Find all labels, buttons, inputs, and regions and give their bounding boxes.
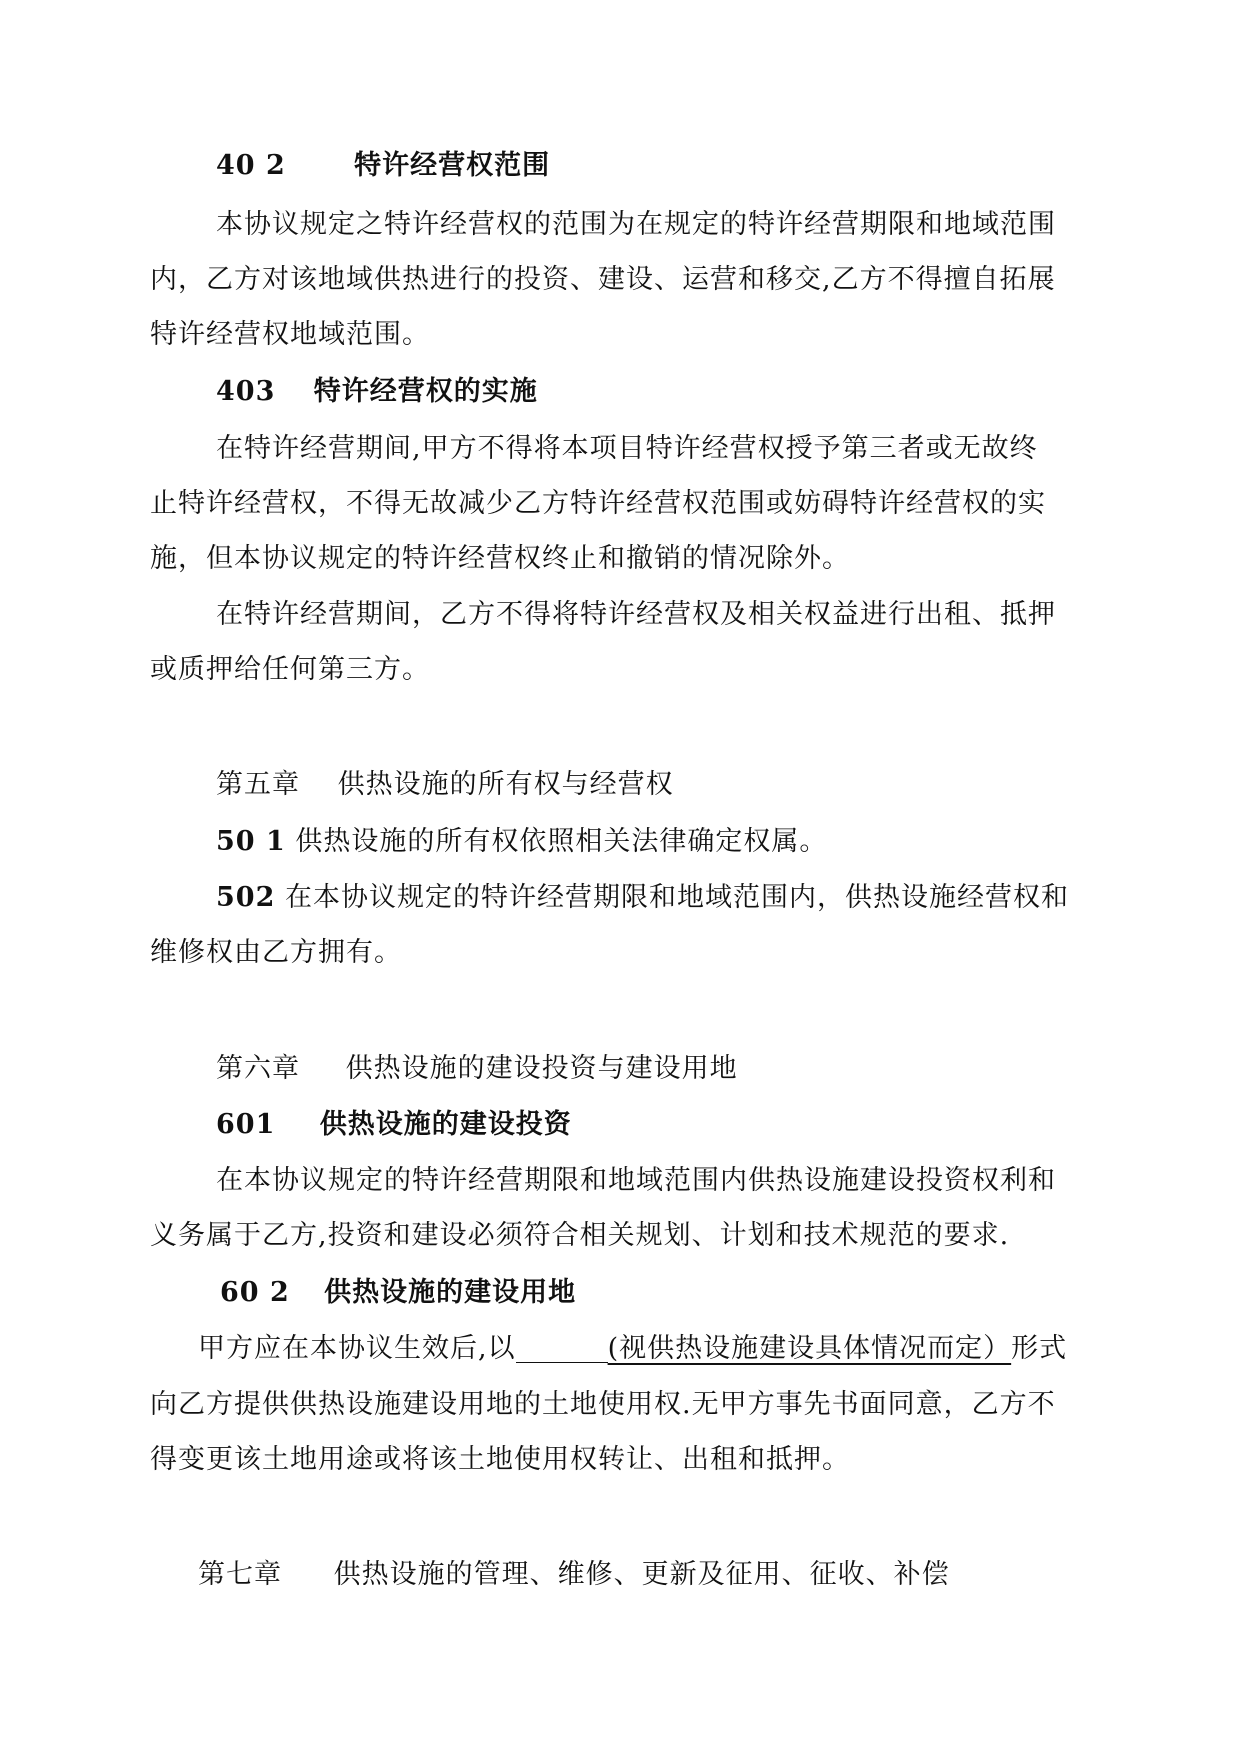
fill-in-blank-text: (视供热设施建设具体情况而定） [607, 1333, 1012, 1364]
paragraph-text: 形式 [1011, 1333, 1068, 1364]
chapter-title: 供热设施的管理、维修、更新及征用、征收、补偿 [333, 1559, 950, 1590]
section-number: 40 2 [216, 150, 286, 181]
paragraph-text: 甲方应在本协议生效后,以 [198, 1333, 516, 1364]
section-402-heading [216, 146, 550, 186]
chapter-number: 第七章 [198, 1559, 282, 1590]
section-602-first-line [198, 1329, 1067, 1369]
chapter-number: 第五章 [216, 769, 300, 800]
fill-in-blank-line [516, 1336, 608, 1363]
paragraph-line: 或质押给任何第三方。 [150, 654, 430, 685]
paragraph-line: 止特许经营权，不得无故减少乙方特许经营权范围或妨碍特许经营权的实 [150, 488, 1046, 519]
chapter-number: 第六章 [216, 1053, 300, 1084]
section-number: 502 [216, 882, 276, 913]
section-601-heading [216, 1105, 572, 1145]
chapter-6-heading [216, 1049, 738, 1089]
paragraph-line: 本协议规定之特许经营权的范围为在规定的特许经营期限和地域范围 [216, 209, 1056, 240]
chapter-title: 供热设施的建设投资与建设用地 [345, 1053, 738, 1084]
section-number: 601 [216, 1109, 276, 1140]
paragraph-line: 特许经营权地域范围。 [150, 319, 430, 350]
paragraph-line: 在特许经营期间，乙方不得将特许经营权及相关权益进行出租、抵押 [216, 599, 1056, 630]
chapter-title: 供热设施的所有权与经营权 [337, 769, 674, 800]
section-title: 特许经营权范围 [354, 150, 551, 181]
paragraph-line: 在本协议规定的特许经营期限和地域范围内供热设施建设投资权利和 [216, 1165, 1056, 1196]
paragraph-line: 在特许经营期间,甲方不得将本项目特许经营权授予第三者或无故终 [216, 433, 1038, 464]
paragraph-line: 得变更该土地用途或将该土地使用权转让、出租和抵押。 [150, 1444, 850, 1475]
chapter-7-heading [198, 1555, 950, 1595]
paragraph-line: 内，乙方对该地域供热进行的投资、建设、运营和移交,乙方不得擅自拓展 [150, 264, 1056, 295]
section-403-heading [216, 372, 538, 412]
paragraph-line: 施，但本协议规定的特许经营权终止和撤销的情况除外。 [150, 543, 850, 574]
paragraph-line: 维修权由乙方拥有。 [150, 937, 402, 968]
section-title: 特许经营权的实施 [313, 376, 538, 407]
section-text: 在本协议规定的特许经营期限和地域范围内，供热设施经营权和 [284, 882, 1069, 913]
paragraph-line: 义务属于乙方,投资和建设必须符合相关规划、计划和技术规范的要求. [150, 1220, 1010, 1251]
section-title: 供热设施的建设投资 [319, 1109, 572, 1140]
section-number: 60 2 [220, 1277, 290, 1308]
section-602-heading [220, 1273, 576, 1313]
section-text: 供热设施的所有权依照相关法律确定权属。 [295, 826, 828, 857]
chapter-5-heading [216, 765, 674, 805]
paragraph-line: 向乙方提供供热设施建设用地的土地使用权.无甲方事先书面同意，乙方不 [150, 1389, 1056, 1420]
section-number: 50 1 [216, 826, 286, 857]
section-501 [216, 822, 827, 862]
section-number: 403 [216, 376, 276, 407]
section-title: 供热设施的建设用地 [324, 1277, 577, 1308]
section-502 [216, 878, 1069, 918]
